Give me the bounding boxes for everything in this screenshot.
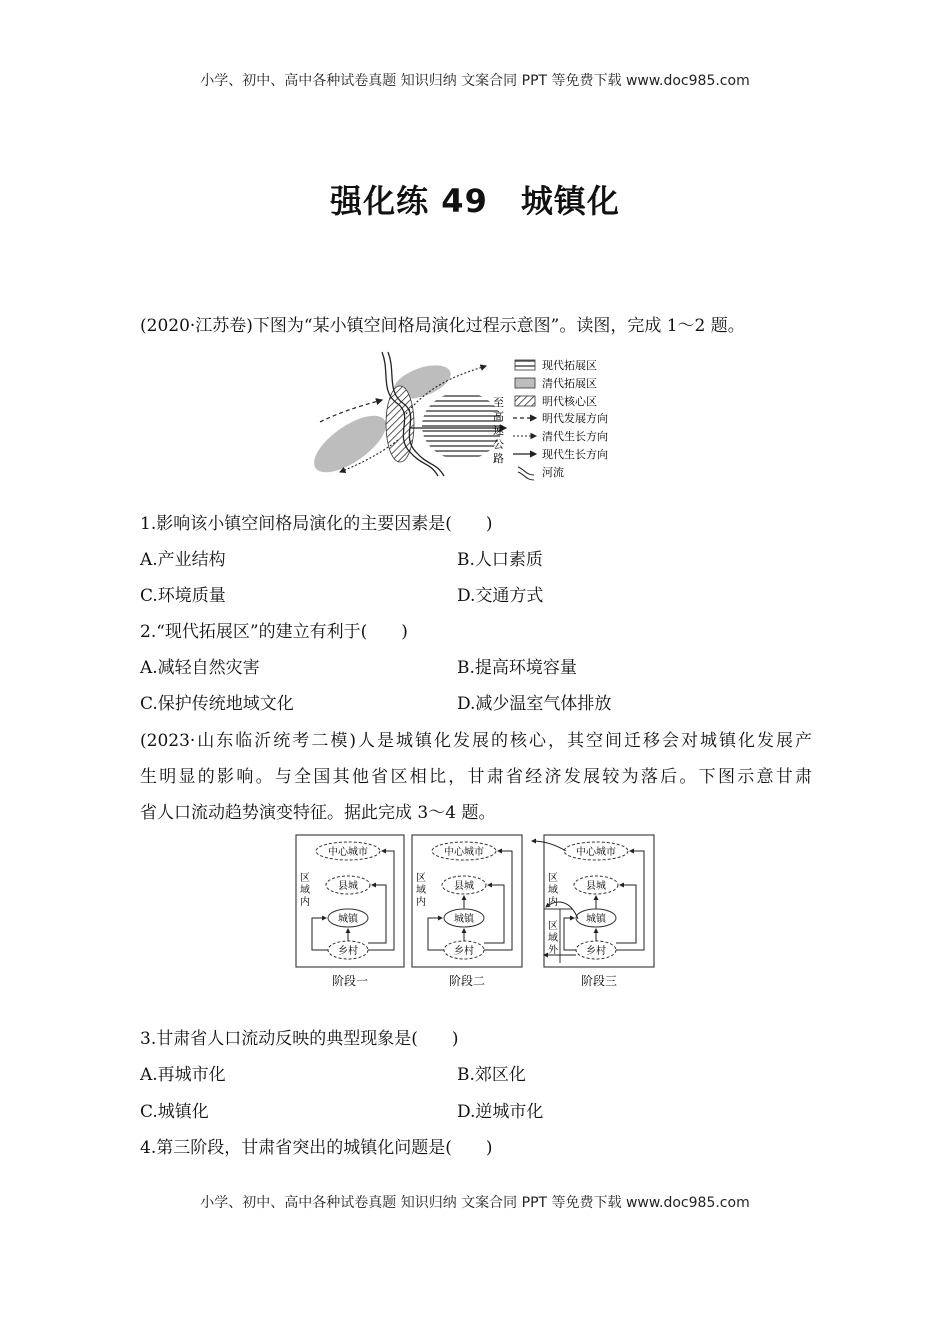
legend-label: 清代拓展区: [542, 377, 597, 390]
region-inside-char: 内: [300, 897, 310, 908]
q2-option-b: B.提高环境容量: [457, 658, 577, 678]
q3-option-c: C.城镇化: [140, 1102, 209, 1122]
node-center-city: 中心城市: [576, 847, 616, 858]
region-inside-char: 域: [548, 885, 558, 896]
region-inside-char: 区: [548, 873, 558, 884]
road-label-char: 至: [493, 396, 504, 409]
region-inside-char: 区: [300, 873, 310, 884]
stage-one-diagram: [300, 842, 394, 959]
legend-label: 现代生长方向: [542, 448, 608, 461]
stage-label: 阶段三: [580, 974, 618, 988]
q3-option-d: D.逆城市化: [457, 1102, 544, 1122]
stage-three-diagram: [532, 841, 644, 963]
qing-expansion-zone: [310, 405, 395, 483]
region-inside-char: 域: [416, 885, 426, 896]
stage-two-diagram: [416, 842, 512, 959]
stage-label: 阶段一: [331, 974, 369, 988]
legend: [513, 358, 608, 480]
q3-option-a: A.再城市化: [140, 1065, 226, 1085]
river-icon: [518, 467, 534, 480]
page-footer: 小学、初中、高中各种试卷真题 知识归纳 文案合同 PPT 等免费下载 www.doc985.com: [200, 1195, 750, 1211]
legend-label: 明代发展方向: [542, 412, 608, 425]
node-town: 城镇: [454, 914, 474, 925]
q2-option-a: A.减轻自然灾害: [140, 658, 260, 678]
region-inside-char: 内: [548, 897, 558, 908]
region-outside-char: 外: [548, 945, 558, 956]
page-header: 小学、初中、高中各种试卷真题 知识归纳 文案合同 PPT 等免费下载 www.doc985.com: [200, 73, 750, 89]
node-town: 城镇: [338, 914, 358, 925]
road-label-char: 公: [493, 438, 504, 451]
q4-stem: 4.第三阶段，甘肃省突出的城镇化问题是( ): [140, 1138, 493, 1158]
region-inside-char: 域: [300, 885, 310, 896]
node-county: 县城: [338, 881, 358, 892]
q2-option-d: D.减少温室气体排放: [457, 694, 612, 714]
q1-option-a: A.产业结构: [140, 550, 226, 570]
node-county: 县城: [454, 881, 474, 892]
node-village: 乡村: [454, 946, 474, 957]
node-center-city: 中心城市: [444, 847, 484, 858]
region-outside-char: 区: [548, 921, 558, 932]
population-flow-figure: [294, 833, 658, 993]
road-label-char: 路: [493, 452, 504, 465]
node-town: 城镇: [586, 914, 606, 925]
node-village: 乡村: [338, 946, 358, 957]
stage-label: 阶段二: [448, 974, 486, 988]
node-village: 乡村: [586, 946, 606, 957]
region-inside-char: 内: [416, 897, 426, 908]
q1-option-d: D.交通方式: [457, 586, 544, 606]
node-county: 县城: [586, 881, 606, 892]
legend-label: 河流: [542, 466, 564, 479]
intro-paragraph-1: (2020·江苏卷)下图为“某小镇空间格局演化过程示意图”。读图，完成 1～2 题。: [140, 316, 745, 336]
q1-stem: 1.影响该小镇空间格局演化的主要因素是( ): [140, 514, 493, 534]
intro-paragraph-2-line: 生明显的影响。与全国其他省区相比，甘肃省经济发展较为落后。下图示意甘肃: [140, 767, 812, 787]
region-outside-char: 域: [548, 933, 558, 944]
intro-paragraph-2-line: (2023·山东临沂统考二模)人是城镇化发展的核心，其空间迁移会对城镇化发展产: [140, 731, 812, 751]
page-title: 强化练 49 城镇化: [330, 182, 620, 220]
town-evolution-figure: [310, 344, 640, 484]
road-label-char: 高: [493, 410, 504, 423]
intro-paragraph-2-line: 省人口流动趋势演变特征。据此完成 3～4 题。: [140, 803, 496, 823]
legend-label: 明代核心区: [542, 395, 597, 408]
q1-option-b: B.人口素质: [457, 550, 543, 570]
q3-stem: 3.甘肃省人口流动反映的典型现象是( ): [140, 1029, 459, 1049]
q2-option-c: C.保护传统地域文化: [140, 694, 294, 714]
q1-option-c: C.环境质量: [140, 586, 226, 606]
map-drawing: [310, 352, 506, 483]
modern-expansion-zone: [422, 392, 502, 460]
legend-label: 清代生长方向: [542, 430, 608, 443]
region-inside-char: 区: [416, 873, 426, 884]
road-label: [493, 396, 504, 465]
node-center-city: 中心城市: [328, 847, 368, 858]
q3-option-b: B.郊区化: [457, 1065, 526, 1085]
q2-stem: 2.“现代拓展区”的建立有利于( ): [140, 622, 408, 642]
road-label-char: 速: [493, 424, 504, 437]
legend-label: 现代拓展区: [542, 359, 597, 372]
